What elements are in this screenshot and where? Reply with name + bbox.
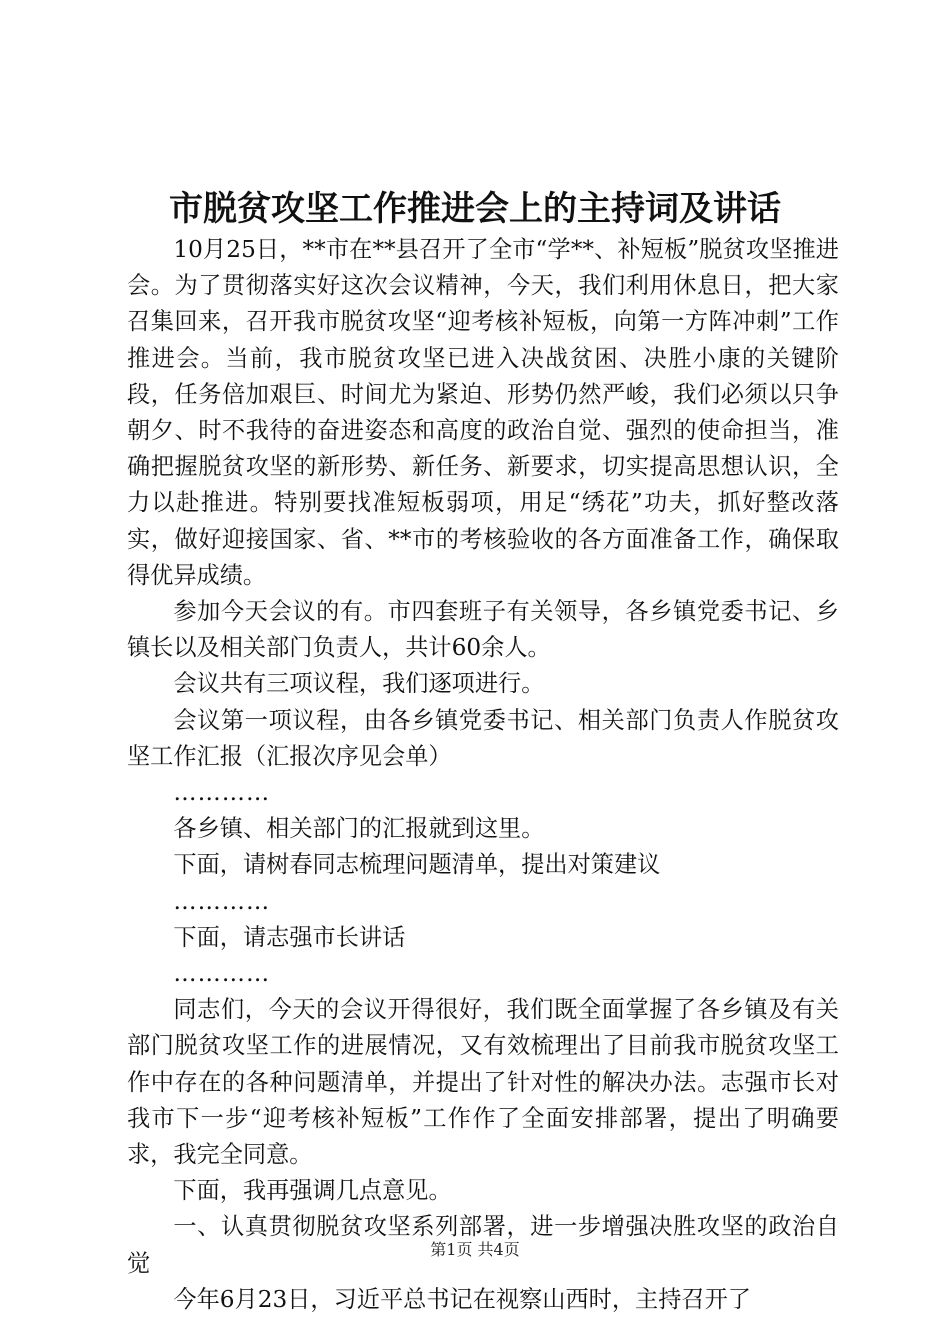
- paragraph-reports-end: 各乡镇、相关部门的汇报就到这里。: [173, 815, 545, 843]
- paragraph-intro: 10月25日，**市在**县召开了全市“学**、补短板”脱贫攻坚推进会。为了贯彻落实好这次会议精神，今天，我们利用休息日，把大家召集回来，召开我市脱贫攻坚“迎考核补短板，向第一方阵冲刺”工作推进会。当前，我市脱贫攻坚已进入决战贫困、决胜小康的关键阶段，任务倍加艰巨、时间尤为紧迫、形势仍然严峻，我们必须以只争朝夕、时不我待的奋进姿态和高度的政治自觉、强烈的使命担当，准确把握脱贫攻坚的新形势、新任务、新要求，切实提高思想认识，全力以赴推进。特别要找准短板弱项，用足“绣花”功夫，抓好整改落实，做好迎接国家、省、**市的考核验收的各方面准备工作，确保取得优异成绩。: [127, 236, 839, 589]
- paragraph-emphasis: 下面，我再强调几点意见。: [173, 1177, 452, 1205]
- paragraph-attendees: 参加今天会议的有。市四套班子有关领导，各乡镇党委书记、乡镇长以及相关部门负责人，共计60余人。: [127, 598, 839, 662]
- ellipsis-line: …………: [173, 779, 271, 807]
- paragraph-agenda-item-1: 会议第一项议程，由各乡镇党委书记、相关部门负责人作脱贫攻坚工作汇报（汇报次序见会单）: [127, 706, 839, 770]
- paragraph-summary: 同志们，今天的会议开得很好，我们既全面掌握了各乡镇及有关部门脱贫攻坚工作的进展情况，又有效梳理出了目前我市脱贫攻坚工作中存在的各种问题清单，并提出了针对性的解决办法。志强市长对我市下一步“迎考核补短板”工作作了全面安排部署，提出了明确要求，我完全同意。: [127, 996, 839, 1169]
- document-body: [127, 232, 839, 1318]
- ellipsis-line: …………: [173, 887, 271, 915]
- page-footer: 第1页 共4页: [430, 1240, 520, 1259]
- paragraph-shuchun: 下面，请树春同志梳理问题清单，提出对策建议: [173, 851, 661, 879]
- ellipsis-line: …………: [173, 960, 271, 988]
- paragraph-zhiqiang: 下面，请志强市长讲话: [173, 923, 406, 951]
- section-heading-1: 一、认真贯彻脱贫攻坚系列部署，进一步增强决胜攻坚的政治自觉: [127, 1213, 839, 1277]
- document-title: 市脱贫攻坚工作推进会上的主持词及讲话: [169, 189, 781, 229]
- paragraph-agenda: 会议共有三项议程，我们逐项进行。: [173, 670, 545, 698]
- paragraph-june: 今年6月23日，习近平总书记在视察山西时，主持召开了: [173, 1285, 751, 1313]
